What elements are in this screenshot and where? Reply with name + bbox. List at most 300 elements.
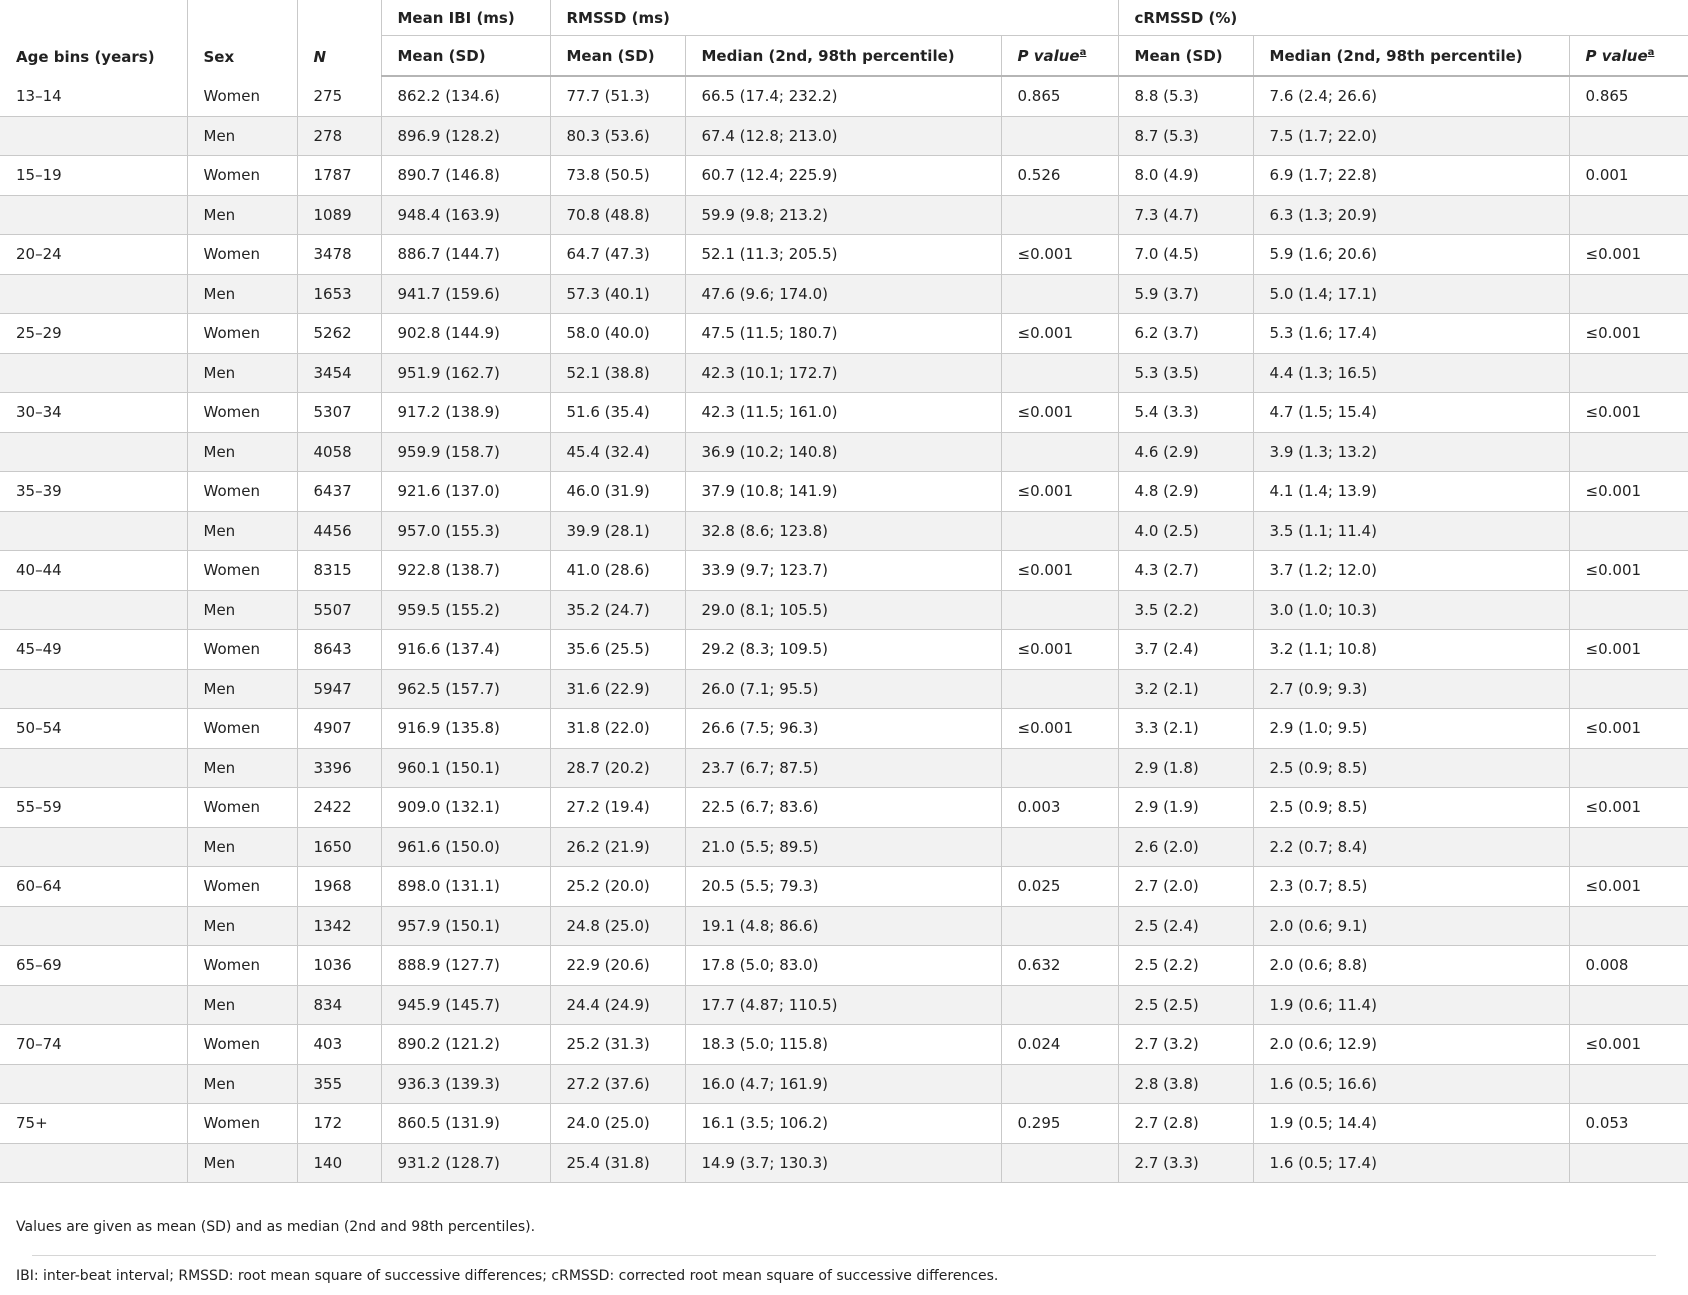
table-row [0,590,1688,630]
cell-rmssd-p-value [1001,669,1118,709]
table-row [0,709,1688,749]
cell-ibi-mean: 962.5 (157.7) [381,669,550,709]
cell-rmssd-p-value: 0.632 [1001,946,1118,986]
cell-crmssd-median: 2.9 (1.0; 9.5) [1253,709,1569,749]
cell-ibi-mean: 860.5 (131.9) [381,1104,550,1144]
cell-crmssd-p-value: ≤0.001 [1569,1025,1688,1065]
cell-sex: Men [187,511,297,551]
cell-crmssd-mean: 2.5 (2.4) [1118,906,1253,946]
table-row [0,669,1688,709]
cell-crmssd-mean: 3.2 (2.1) [1118,669,1253,709]
cell-crmssd-p-value: ≤0.001 [1569,630,1688,670]
cell-crmssd-median: 2.5 (0.9; 8.5) [1253,748,1569,788]
cell-rmssd-median: 14.9 (3.7; 130.3) [685,1143,1001,1183]
cell-crmssd-p-value: ≤0.001 [1569,235,1688,275]
cell-ibi-mean: 909.0 (132.1) [381,788,550,828]
cell-rmssd-mean: 80.3 (53.6) [550,116,685,156]
cell-crmssd-mean: 2.6 (2.0) [1118,827,1253,867]
cell-age-bin: 13–14 [0,76,187,116]
cell-sex: Men [187,906,297,946]
cell-rmssd-mean: 64.7 (47.3) [550,235,685,275]
cell-crmssd-mean: 2.7 (3.2) [1118,1025,1253,1065]
table-row [0,1104,1688,1144]
table-row [0,827,1688,867]
cell-ibi-mean: 886.7 (144.7) [381,235,550,275]
header-ibi-mean: Mean (SD) [381,36,550,77]
cell-n: 1787 [297,156,381,196]
cell-n: 278 [297,116,381,156]
cell-rmssd-mean: 45.4 (32.4) [550,432,685,472]
cell-crmssd-p-value [1569,274,1688,314]
cell-rmssd-median: 20.5 (5.5; 79.3) [685,867,1001,907]
cell-rmssd-mean: 31.8 (22.0) [550,709,685,749]
footnote-values: Values are given as mean (SD) and as median (2nd and 98th percentiles). [16,1219,536,1235]
table-row [0,906,1688,946]
cell-crmssd-mean: 3.5 (2.2) [1118,590,1253,630]
cell-crmssd-mean: 6.2 (3.7) [1118,314,1253,354]
cell-sex: Women [187,314,297,354]
cell-crmssd-median: 2.7 (0.9; 9.3) [1253,669,1569,709]
cell-sex: Men [187,827,297,867]
table-row [0,393,1688,433]
cell-n: 3396 [297,748,381,788]
cell-rmssd-mean: 25.2 (31.3) [550,1025,685,1065]
table-row [0,867,1688,907]
cell-rmssd-mean: 51.6 (35.4) [550,393,685,433]
footnote-link[interactable]: a [1647,46,1655,58]
table-row [0,551,1688,591]
cell-crmssd-p-value [1569,748,1688,788]
cell-age-bin: 35–39 [0,472,187,512]
cell-n: 3478 [297,235,381,275]
cell-ibi-mean: 862.2 (134.6) [381,76,550,116]
cell-ibi-mean: 916.9 (135.8) [381,709,550,749]
cell-crmssd-p-value [1569,116,1688,156]
cell-crmssd-p-value [1569,1143,1688,1183]
cell-crmssd-median: 2.0 (0.6; 12.9) [1253,1025,1569,1065]
cell-crmssd-median: 4.7 (1.5; 15.4) [1253,393,1569,433]
cell-rmssd-mean: 35.2 (24.7) [550,590,685,630]
cell-ibi-mean: 931.2 (128.7) [381,1143,550,1183]
header-sex: Sex [187,0,297,76]
cell-crmssd-mean: 4.0 (2.5) [1118,511,1253,551]
cell-sex: Men [187,353,297,393]
cell-age-bin [0,827,187,867]
cell-rmssd-median: 22.5 (6.7; 83.6) [685,788,1001,828]
cell-n: 1650 [297,827,381,867]
cell-rmssd-p-value: 0.526 [1001,156,1118,196]
group-header-mean-ibi: Mean IBI (ms) [381,0,550,36]
cell-rmssd-median: 67.4 (12.8; 213.0) [685,116,1001,156]
cell-n: 4058 [297,432,381,472]
cell-rmssd-median: 18.3 (5.0; 115.8) [685,1025,1001,1065]
cell-rmssd-p-value: 0.865 [1001,76,1118,116]
header-rmssd-mean: Mean (SD) [550,36,685,77]
table-row [0,985,1688,1025]
cell-crmssd-p-value: 0.008 [1569,946,1688,986]
cell-crmssd-median: 2.0 (0.6; 8.8) [1253,946,1569,986]
cell-rmssd-median: 42.3 (10.1; 172.7) [685,353,1001,393]
cell-age-bin [0,432,187,472]
cell-rmssd-p-value [1001,195,1118,235]
cell-age-bin: 65–69 [0,946,187,986]
cell-n: 2422 [297,788,381,828]
cell-ibi-mean: 959.9 (158.7) [381,432,550,472]
cell-crmssd-median: 1.6 (0.5; 16.6) [1253,1064,1569,1104]
cell-crmssd-median: 3.0 (1.0; 10.3) [1253,590,1569,630]
cell-rmssd-median: 19.1 (4.8; 86.6) [685,906,1001,946]
cell-sex: Men [187,985,297,1025]
cell-crmssd-mean: 7.3 (4.7) [1118,195,1253,235]
cell-crmssd-median: 5.0 (1.4; 17.1) [1253,274,1569,314]
cell-crmssd-p-value [1569,1064,1688,1104]
cell-sex: Men [187,116,297,156]
header-crmssd-p-value [1569,36,1688,77]
cell-crmssd-p-value: ≤0.001 [1569,788,1688,828]
cell-rmssd-p-value: ≤0.001 [1001,709,1118,749]
cell-rmssd-p-value: ≤0.001 [1001,472,1118,512]
cell-age-bin: 25–29 [0,314,187,354]
table-row [0,472,1688,512]
cell-n: 8643 [297,630,381,670]
cell-rmssd-median: 60.7 (12.4; 225.9) [685,156,1001,196]
cell-crmssd-median: 3.9 (1.3; 13.2) [1253,432,1569,472]
cell-age-bin: 70–74 [0,1025,187,1065]
cell-age-bin: 50–54 [0,709,187,749]
cell-ibi-mean: 898.0 (131.1) [381,867,550,907]
cell-n: 5507 [297,590,381,630]
cell-crmssd-p-value [1569,669,1688,709]
cell-rmssd-p-value [1001,432,1118,472]
cell-sex: Women [187,76,297,116]
header-age-bins: Age bins (years) [16,48,155,66]
cell-rmssd-p-value [1001,1064,1118,1104]
cell-rmssd-mean: 39.9 (28.1) [550,511,685,551]
cell-crmssd-median: 3.7 (1.2; 12.0) [1253,551,1569,591]
cell-sex: Women [187,393,297,433]
cell-ibi-mean: 957.9 (150.1) [381,906,550,946]
cell-crmssd-mean: 4.3 (2.7) [1118,551,1253,591]
table-row [0,1143,1688,1183]
cell-rmssd-median: 29.0 (8.1; 105.5) [685,590,1001,630]
cell-crmssd-mean: 2.7 (2.8) [1118,1104,1253,1144]
cell-n: 355 [297,1064,381,1104]
cell-sex: Women [187,551,297,591]
cell-ibi-mean: 948.4 (163.9) [381,195,550,235]
cell-rmssd-mean: 28.7 (20.2) [550,748,685,788]
cell-ibi-mean: 960.1 (150.1) [381,748,550,788]
cell-rmssd-mean: 77.7 (51.3) [550,76,685,116]
table-row [0,314,1688,354]
cell-crmssd-mean: 2.5 (2.5) [1118,985,1253,1025]
cell-sex: Women [187,1025,297,1065]
cell-age-bin [0,985,187,1025]
cell-ibi-mean: 936.3 (139.3) [381,1064,550,1104]
cell-ibi-mean: 945.9 (145.7) [381,985,550,1025]
cell-n: 1653 [297,274,381,314]
table-footer [0,1219,1688,1292]
cell-crmssd-mean: 2.9 (1.8) [1118,748,1253,788]
cell-rmssd-median: 47.6 (9.6; 174.0) [685,274,1001,314]
cell-sex: Women [187,472,297,512]
cell-crmssd-median: 6.9 (1.7; 22.8) [1253,156,1569,196]
cell-rmssd-p-value [1001,353,1118,393]
cell-age-bin: 75+ [0,1104,187,1144]
cell-crmssd-mean: 4.6 (2.9) [1118,432,1253,472]
cell-n: 1036 [297,946,381,986]
cell-sex: Women [187,709,297,749]
cell-rmssd-p-value [1001,116,1118,156]
cell-rmssd-mean: 41.0 (28.6) [550,551,685,591]
cell-crmssd-mean: 3.7 (2.4) [1118,630,1253,670]
cell-n: 5947 [297,669,381,709]
cell-crmssd-p-value [1569,590,1688,630]
cell-n: 5262 [297,314,381,354]
cell-crmssd-p-value: ≤0.001 [1569,314,1688,354]
cell-crmssd-median: 2.0 (0.6; 9.1) [1253,906,1569,946]
cell-n: 3454 [297,353,381,393]
group-header-rmssd: RMSSD (ms) [550,0,1118,36]
cell-sex: Women [187,630,297,670]
cell-rmssd-mean: 25.2 (20.0) [550,867,685,907]
cell-rmssd-mean: 31.6 (22.9) [550,669,685,709]
cell-ibi-mean: 951.9 (162.7) [381,353,550,393]
cell-crmssd-mean: 3.3 (2.1) [1118,709,1253,749]
cell-rmssd-p-value: 0.024 [1001,1025,1118,1065]
cell-rmssd-mean: 25.4 (31.8) [550,1143,685,1183]
cell-sex: Women [187,867,297,907]
cell-ibi-mean: 961.6 (150.0) [381,827,550,867]
cell-crmssd-mean: 7.0 (4.5) [1118,235,1253,275]
cell-age-bin [0,195,187,235]
cell-crmssd-mean: 5.9 (3.7) [1118,274,1253,314]
cell-n: 6437 [297,472,381,512]
cell-rmssd-median: 47.5 (11.5; 180.7) [685,314,1001,354]
cell-crmssd-median: 4.1 (1.4; 13.9) [1253,472,1569,512]
header-rmssd-p-value [1001,36,1118,77]
cell-crmssd-p-value: ≤0.001 [1569,393,1688,433]
cell-rmssd-mean: 27.2 (19.4) [550,788,685,828]
cell-rmssd-mean: 24.8 (25.0) [550,906,685,946]
cell-age-bin [0,511,187,551]
cell-n: 140 [297,1143,381,1183]
cell-rmssd-median: 59.9 (9.8; 213.2) [685,195,1001,235]
cell-crmssd-p-value: 0.865 [1569,76,1688,116]
cell-age-bin [0,1064,187,1104]
cell-crmssd-p-value [1569,353,1688,393]
cell-rmssd-median: 52.1 (11.3; 205.5) [685,235,1001,275]
table-row [0,116,1688,156]
cell-crmssd-median: 1.9 (0.5; 14.4) [1253,1104,1569,1144]
footnote-link[interactable]: a [1079,46,1087,58]
cell-rmssd-p-value: ≤0.001 [1001,630,1118,670]
table-header [0,0,1688,76]
table-row [0,511,1688,551]
cell-n: 4456 [297,511,381,551]
cell-rmssd-mean: 24.0 (25.0) [550,1104,685,1144]
cell-rmssd-p-value [1001,1143,1118,1183]
cell-crmssd-p-value [1569,906,1688,946]
cell-sex: Men [187,1064,297,1104]
table-row [0,630,1688,670]
cell-crmssd-median: 3.5 (1.1; 11.4) [1253,511,1569,551]
cell-rmssd-mean: 27.2 (37.6) [550,1064,685,1104]
cell-age-bin: 45–49 [0,630,187,670]
table-row [0,788,1688,828]
cell-rmssd-p-value [1001,590,1118,630]
cell-rmssd-mean: 26.2 (21.9) [550,827,685,867]
cell-crmssd-median: 1.9 (0.6; 11.4) [1253,985,1569,1025]
cell-ibi-mean: 902.8 (144.9) [381,314,550,354]
cell-crmssd-median: 5.9 (1.6; 20.6) [1253,235,1569,275]
cell-ibi-mean: 941.7 (159.6) [381,274,550,314]
cell-rmssd-median: 26.6 (7.5; 96.3) [685,709,1001,749]
cell-age-bin [0,669,187,709]
cell-rmssd-median: 29.2 (8.3; 109.5) [685,630,1001,670]
cell-rmssd-p-value: ≤0.001 [1001,393,1118,433]
cell-ibi-mean: 888.9 (127.7) [381,946,550,986]
cell-sex: Men [187,432,297,472]
cell-crmssd-median: 4.4 (1.3; 16.5) [1253,353,1569,393]
cell-age-bin [0,274,187,314]
cell-sex: Women [187,1104,297,1144]
table-body [0,76,1688,1183]
cell-crmssd-mean: 8.0 (4.9) [1118,156,1253,196]
cell-rmssd-mean: 58.0 (40.0) [550,314,685,354]
cell-rmssd-median: 17.7 (4.87; 110.5) [685,985,1001,1025]
cell-age-bin: 30–34 [0,393,187,433]
cell-rmssd-p-value: ≤0.001 [1001,235,1118,275]
cell-n: 1089 [297,195,381,235]
cell-crmssd-p-value: ≤0.001 [1569,867,1688,907]
cell-sex: Men [187,274,297,314]
cell-ibi-mean: 959.5 (155.2) [381,590,550,630]
table-row [0,76,1688,116]
header-rmssd-median: Median (2nd, 98th percentile) [685,36,1001,77]
cell-rmssd-mean: 73.8 (50.5) [550,156,685,196]
table-row [0,195,1688,235]
cell-rmssd-median: 36.9 (10.2; 140.8) [685,432,1001,472]
cell-rmssd-mean: 46.0 (31.9) [550,472,685,512]
cell-rmssd-mean: 70.8 (48.8) [550,195,685,235]
cell-ibi-mean: 890.2 (121.2) [381,1025,550,1065]
cell-sex: Women [187,156,297,196]
cell-n: 5307 [297,393,381,433]
table-row [0,946,1688,986]
header-crmssd-mean: Mean (SD) [1118,36,1253,77]
cell-ibi-mean: 890.7 (146.8) [381,156,550,196]
cell-rmssd-median: 16.1 (3.5; 106.2) [685,1104,1001,1144]
table-row [0,353,1688,393]
table-row [0,748,1688,788]
cell-crmssd-median: 2.5 (0.9; 8.5) [1253,788,1569,828]
header-crmssd-median: Median (2nd, 98th percentile) [1253,36,1569,77]
cell-age-bin: 60–64 [0,867,187,907]
cell-rmssd-mean: 57.3 (40.1) [550,274,685,314]
cell-rmssd-median: 66.5 (17.4; 232.2) [685,76,1001,116]
cell-crmssd-mean: 2.9 (1.9) [1118,788,1253,828]
cell-rmssd-median: 32.8 (8.6; 123.8) [685,511,1001,551]
cell-crmssd-median: 2.2 (0.7; 8.4) [1253,827,1569,867]
cell-n: 834 [297,985,381,1025]
cell-rmssd-p-value [1001,906,1118,946]
cell-ibi-mean: 957.0 (155.3) [381,511,550,551]
cell-crmssd-p-value: ≤0.001 [1569,551,1688,591]
cell-sex: Men [187,195,297,235]
table-row [0,432,1688,472]
cell-n: 1968 [297,867,381,907]
cell-crmssd-p-value [1569,432,1688,472]
cell-age-bin: 40–44 [0,551,187,591]
cell-rmssd-median: 37.9 (10.8; 141.9) [685,472,1001,512]
table-row [0,156,1688,196]
cell-rmssd-median: 21.0 (5.5; 89.5) [685,827,1001,867]
footnote-abbreviations: IBI: inter-beat interval; RMSSD: root mean square of successive differences; cRMSSD: corrected root mean square of successive differences. [16,1268,999,1284]
cell-ibi-mean: 896.9 (128.2) [381,116,550,156]
cell-sex: Women [187,235,297,275]
cell-rmssd-mean: 24.4 (24.9) [550,985,685,1025]
cell-crmssd-p-value [1569,985,1688,1025]
cell-rmssd-median: 23.7 (6.7; 87.5) [685,748,1001,788]
cell-rmssd-p-value: 0.025 [1001,867,1118,907]
cell-age-bin [0,116,187,156]
cell-crmssd-mean: 2.7 (3.3) [1118,1143,1253,1183]
cell-rmssd-median: 17.8 (5.0; 83.0) [685,946,1001,986]
cell-rmssd-p-value [1001,511,1118,551]
cell-n: 4907 [297,709,381,749]
cell-n: 8315 [297,551,381,591]
cell-crmssd-median: 7.6 (2.4; 26.6) [1253,76,1569,116]
cell-crmssd-median: 6.3 (1.3; 20.9) [1253,195,1569,235]
cell-n: 403 [297,1025,381,1065]
cell-crmssd-p-value: ≤0.001 [1569,709,1688,749]
cell-age-bin [0,1143,187,1183]
cell-rmssd-p-value: 0.295 [1001,1104,1118,1144]
cell-crmssd-p-value [1569,195,1688,235]
cell-rmssd-p-value [1001,748,1118,788]
p-value-label: P value [1585,46,1648,65]
cell-rmssd-p-value: ≤0.001 [1001,314,1118,354]
cell-sex: Men [187,1143,297,1183]
cell-crmssd-median: 7.5 (1.7; 22.0) [1253,116,1569,156]
cell-rmssd-mean: 52.1 (38.8) [550,353,685,393]
cell-ibi-mean: 916.6 (137.4) [381,630,550,670]
cell-crmssd-p-value: ≤0.001 [1569,472,1688,512]
group-header-crmssd: cRMSSD (%) [1118,0,1688,36]
cell-sex: Men [187,748,297,788]
cell-rmssd-median: 16.0 (4.7; 161.9) [685,1064,1001,1104]
p-value-label: P value [1017,46,1080,65]
cell-crmssd-mean: 2.8 (3.8) [1118,1064,1253,1104]
cell-crmssd-mean: 4.8 (2.9) [1118,472,1253,512]
cell-crmssd-mean: 8.7 (5.3) [1118,116,1253,156]
cell-rmssd-p-value [1001,985,1118,1025]
cell-ibi-mean: 917.2 (138.9) [381,393,550,433]
cell-age-bin: 55–59 [0,788,187,828]
cell-ibi-mean: 921.6 (137.0) [381,472,550,512]
cell-rmssd-mean: 22.9 (20.6) [550,946,685,986]
table-row [0,274,1688,314]
cell-crmssd-median: 1.6 (0.5; 17.4) [1253,1143,1569,1183]
cell-crmssd-mean: 2.5 (2.2) [1118,946,1253,986]
cell-crmssd-p-value: 0.053 [1569,1104,1688,1144]
cell-rmssd-p-value: 0.003 [1001,788,1118,828]
cell-crmssd-p-value [1569,827,1688,867]
cell-crmssd-mean: 8.8 (5.3) [1118,76,1253,116]
footer-divider [32,1255,1656,1256]
table-row [0,1025,1688,1065]
cell-sex: Women [187,946,297,986]
